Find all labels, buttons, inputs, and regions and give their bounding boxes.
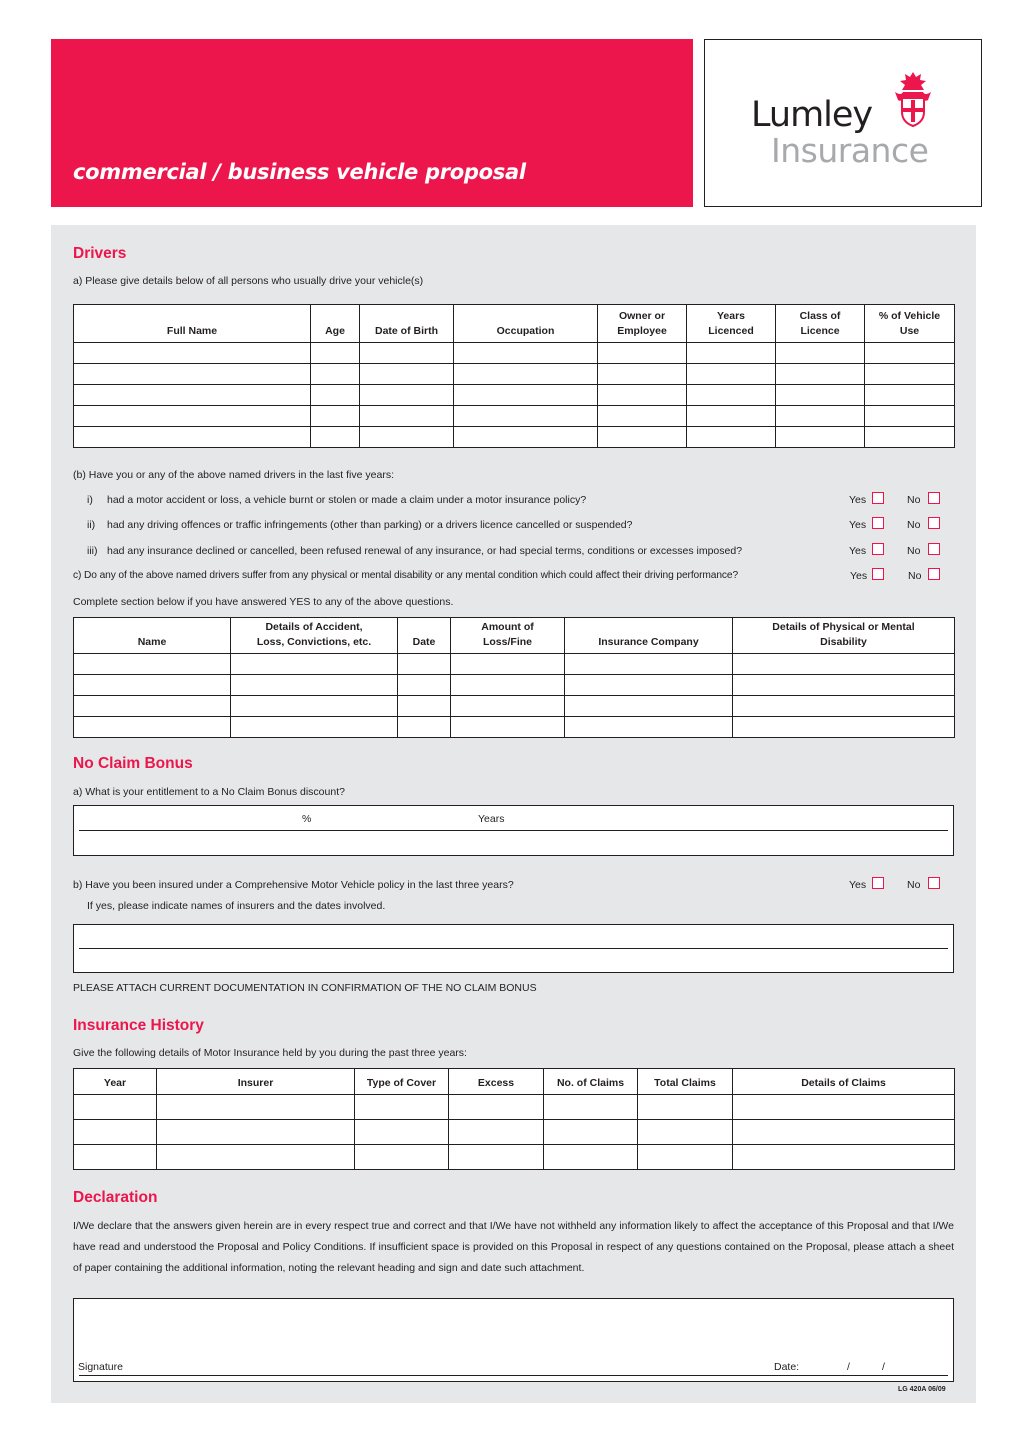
- date-separator: /: [882, 1361, 885, 1373]
- history-intro: Give the following details of Motor Insurance held by you during the past three years:: [73, 1047, 467, 1059]
- col-total-claims: Total Claims: [638, 1069, 733, 1095]
- ncb-question-b-sub: If yes, please indicate names of insurers and the dates involved.: [87, 900, 386, 912]
- yes-label: Yes: [850, 570, 868, 582]
- col-disability-details: Details of Physical or Mental Disability: [733, 618, 955, 654]
- question-ii-number: ii): [87, 519, 96, 531]
- col-date-of-birth: Date of Birth: [360, 305, 454, 343]
- header-band: [51, 39, 693, 207]
- col-full-name: Full Name: [74, 305, 311, 343]
- table-row[interactable]: [74, 675, 955, 696]
- drivers-heading: Drivers: [73, 245, 127, 262]
- yes-label: Yes: [849, 545, 867, 557]
- question-iii-number: iii): [87, 545, 98, 557]
- col-date: Date: [398, 618, 451, 654]
- q-ii-no-checkbox[interactable]: [928, 517, 940, 529]
- attach-note: PLEASE ATTACH CURRENT DOCUMENTATION IN CONFIRMATION OF THE NO CLAIM BONUS: [73, 982, 537, 994]
- history-table: [73, 1068, 955, 1170]
- logo: [704, 39, 982, 207]
- history-heading: Insurance History: [73, 1017, 204, 1034]
- complete-note: Complete section below if you have answered YES to any of the above questions.: [73, 596, 454, 608]
- no-label: No: [907, 519, 921, 531]
- yes-label: Yes: [849, 519, 867, 531]
- q-i-no-checkbox[interactable]: [928, 492, 940, 504]
- table-row[interactable]: [74, 1095, 955, 1120]
- question-b: (b) Have you or any of the above named drivers in the last five years:: [73, 469, 394, 481]
- no-label: No: [907, 545, 921, 557]
- col-no-of-claims: No. of Claims: [544, 1069, 638, 1095]
- table-row[interactable]: [74, 1145, 955, 1170]
- table-row[interactable]: [74, 1120, 955, 1145]
- col-name: Name: [74, 618, 231, 654]
- form-code: LG 420A 06/09: [898, 1386, 946, 1393]
- table-row[interactable]: [74, 343, 955, 364]
- col-insurance-company: Insurance Company: [565, 618, 733, 654]
- details-table: [73, 617, 955, 738]
- logo-brand-subtitle: Insurance: [771, 131, 929, 170]
- question-i-number: i): [87, 494, 93, 506]
- col-age: Age: [311, 305, 360, 343]
- date-label: Date:: [774, 1361, 800, 1373]
- entry-line: [79, 830, 948, 831]
- years-label: Years: [478, 813, 505, 825]
- question-iii: had any insurance declined or cancelled, been refused renewal of any insurance, or had special terms, conditions or excesses imposed?: [107, 545, 743, 557]
- col-owner-employee: Owner or Employee: [598, 305, 687, 343]
- drivers-table: [73, 304, 955, 448]
- q-ii-yes-checkbox[interactable]: [872, 517, 884, 529]
- yes-label: Yes: [849, 494, 867, 506]
- q-c-yes-checkbox[interactable]: [872, 568, 884, 580]
- q-iii-no-checkbox[interactable]: [928, 543, 940, 555]
- col-years-licenced: Years Licenced: [687, 305, 776, 343]
- question-ii: had any driving offences or traffic infringements (other than parking) or a drivers licence cancelled or suspended?: [107, 519, 633, 531]
- signature-label: Signature: [78, 1361, 123, 1373]
- no-label: No: [907, 494, 921, 506]
- form-title: commercial / business vehicle proposal: [73, 160, 526, 184]
- col-insurer: Insurer: [157, 1069, 355, 1095]
- signature-line: [79, 1375, 948, 1376]
- ncb-question-a: a) What is your entitlement to a No Claim Bonus discount?: [73, 786, 345, 798]
- ncb-yes-checkbox[interactable]: [872, 877, 884, 889]
- table-row[interactable]: [74, 654, 955, 675]
- date-separator: /: [847, 1361, 850, 1373]
- yes-label: Yes: [849, 879, 867, 891]
- q-iii-yes-checkbox[interactable]: [872, 543, 884, 555]
- logo-brand-name: Lumley: [751, 95, 873, 135]
- signature-box[interactable]: [73, 1298, 954, 1382]
- ncb-heading: No Claim Bonus: [73, 755, 193, 772]
- table-row[interactable]: [74, 427, 955, 448]
- col-vehicle-use: % of Vehicle Use: [865, 305, 955, 343]
- col-accident-details: Details of Accident, Loss, Convictions, etc.: [231, 618, 398, 654]
- col-occupation: Occupation: [454, 305, 598, 343]
- drivers-intro: a) Please give details below of all persons who usually drive your vehicle(s): [73, 275, 424, 287]
- table-row[interactable]: [74, 717, 955, 738]
- declaration-text: I/We declare that the answers given herein are in every respect true and correct and that I/We have not withheld any information likely to affect the acceptance of this Proposal and that I/We have read and understood the Proposal and Policy Conditions. If insufficient space is provided on this Proposal in respect of any questions contained on the Proposal, please attach a sheet of paper containing the additional information, noting the relevant heading and sign and date such attachment.: [73, 1220, 954, 1274]
- table-row[interactable]: [74, 385, 955, 406]
- question-i: had a motor accident or loss, a vehicle burnt or stolen or made a claim under a motor insurance policy?: [107, 494, 587, 506]
- col-year: Year: [74, 1069, 157, 1095]
- no-label: No: [908, 570, 922, 582]
- question-c: c) Do any of the above named drivers suffer from any physical or mental disability or any mental condition which could affect their driving performance?: [73, 570, 739, 581]
- q-i-yes-checkbox[interactable]: [872, 492, 884, 504]
- ncb-question-b: b) Have you been insured under a Comprehensive Motor Vehicle policy in the last three years?: [73, 879, 514, 891]
- table-row[interactable]: [74, 364, 955, 385]
- table-row[interactable]: [74, 406, 955, 427]
- ncb-insurers-box[interactable]: [73, 924, 954, 973]
- ncb-no-checkbox[interactable]: [928, 877, 940, 889]
- q-c-no-checkbox[interactable]: [928, 568, 940, 580]
- col-type-of-cover: Type of Cover: [355, 1069, 449, 1095]
- table-row[interactable]: [74, 696, 955, 717]
- ncb-entitlement-box[interactable]: [73, 805, 954, 856]
- no-label: No: [907, 879, 921, 891]
- col-class-licence: Class of Licence: [776, 305, 865, 343]
- percent-label: %: [302, 813, 312, 825]
- col-amount-loss: Amount of Loss/Fine: [451, 618, 565, 654]
- crest-icon: [891, 70, 935, 130]
- col-details-of-claims: Details of Claims: [733, 1069, 955, 1095]
- entry-line: [79, 948, 948, 949]
- declaration-heading: Declaration: [73, 1189, 158, 1206]
- col-excess: Excess: [449, 1069, 544, 1095]
